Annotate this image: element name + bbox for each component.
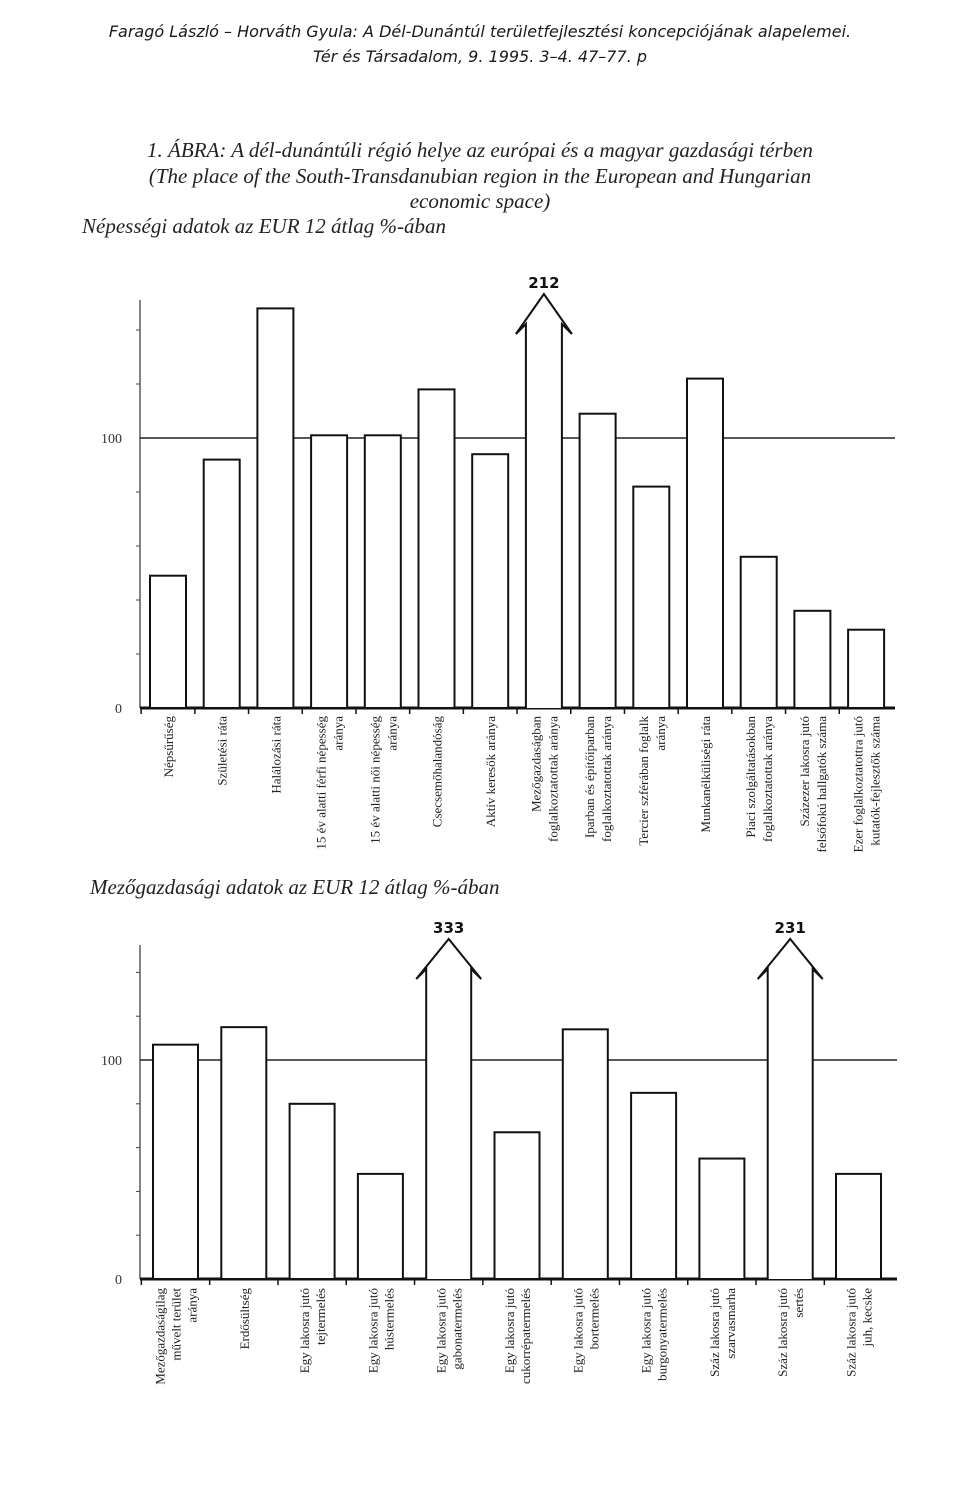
chart2-category-label: Száz lakosra jutó [843, 1288, 859, 1377]
chart2-peak-value-label: 231 [774, 919, 806, 937]
chart2-category-label: burgonyatermelés [654, 1288, 670, 1381]
chart1-category-label: Tercier szférában foglalk [635, 716, 651, 846]
chart1-category-label: felsőfokú hallgatók száma [813, 716, 829, 853]
chart1-category-label: 15 év alatti férfi népesség [313, 716, 329, 850]
chart2-subtitle: Mezőgazdasági adatok az EUR 12 átlag %-ában [90, 875, 500, 899]
chart1-y-tick-label: 0 [115, 702, 122, 717]
chart2-category-label: juh, kecske [859, 1288, 875, 1347]
chart1-category-label: Iparban és építőiparban [582, 716, 598, 839]
chart2-category-label: Egy lakosra jutó [365, 1288, 381, 1374]
chart1-category-label: Ezer foglalkoztatottra jutó [850, 716, 866, 853]
chart2-category-label: bortermelés [586, 1288, 602, 1350]
chart1-bar [472, 454, 508, 708]
chart2-category-label: művelt terület [168, 1288, 184, 1361]
chart2-bar [699, 1159, 744, 1279]
chart1-bar [150, 576, 186, 708]
figure-title-en: (The place of the South-Transdanubian region in the European and Hungarian [148, 164, 812, 188]
chart2-bar-clipped [758, 939, 823, 1279]
chart1-category-label: Születési ráta [214, 716, 230, 786]
chart1-y-tick-label: 100 [101, 432, 122, 447]
chart2-bar [836, 1174, 881, 1279]
chart1-bar-clipped [516, 294, 572, 708]
chart1-category-label: Csecsemőhalandóság [429, 716, 445, 828]
citation-line-2: Tér és Társadalom, 9. 1995. 3–4. 47–77. p [313, 47, 647, 66]
chart1-subtitle: Népességi adatok az EUR 12 átlag %-ában [82, 214, 446, 238]
chart1-category-label: Mezőgazdaságban [528, 716, 544, 813]
chart2-y-tick-label: 0 [115, 1273, 122, 1288]
chart2-category-label: sertés [791, 1288, 807, 1318]
chart2-category-label: Egy lakosra jutó [502, 1288, 517, 1374]
chart1-category-label: Piaci szolgáltatásokban [743, 716, 759, 838]
chart2-category-label: szarvasmarha [722, 1288, 738, 1359]
chart1-category-label: foglalkoztatottak aránya [599, 716, 615, 842]
chart1-category-label: aránya [652, 716, 668, 751]
chart2-category-label: Egy lakosra jutó [433, 1288, 449, 1374]
chart2-category-label: Egy lakosra jutó [638, 1288, 654, 1374]
chart1-bar [580, 414, 616, 708]
chart2-y-tick-label: 100 [101, 1054, 122, 1069]
chart1-bar [311, 435, 347, 708]
chart2-category-label: gabonatermelés [449, 1288, 465, 1370]
chart1-category-label: aránya [384, 716, 400, 751]
chart2-category-label: Erdősültség [236, 1288, 252, 1350]
chart2-category-label: hústermelés [381, 1288, 397, 1351]
chart1-bar [687, 379, 723, 708]
chart2-bar [221, 1027, 266, 1279]
chart1-category-label: foglalkoztatottak aránya [545, 716, 561, 842]
chart2-bar [153, 1045, 198, 1279]
chart1-bar [257, 308, 293, 708]
chart1-bar [741, 557, 777, 708]
chart1-category-label: Népsűrűség [161, 716, 176, 778]
chart1-category-label: 15 év alatti női népesség [367, 716, 383, 844]
chart2-category-label: tejtermelés [313, 1288, 329, 1346]
chart2-category-label: cukorrépatermelés [518, 1288, 533, 1385]
chart2-category-label: Száz lakosra jutó [706, 1288, 722, 1377]
chart1-peak-value-label: 212 [528, 274, 560, 292]
chart2-bar-clipped [416, 939, 481, 1279]
chart1-category-label: foglalkoztatottak aránya [760, 716, 776, 842]
figure-title: 1. ÁBRA: A dél-dunántúli régió helye az európai és a magyar gazdasági térben [147, 138, 813, 162]
chart1-bar [204, 460, 240, 708]
chart2-category-label: Egy lakosra jutó [297, 1288, 313, 1374]
chart2-category-label: Száz lakosra jutó [775, 1288, 791, 1377]
figure-title-en-2: economic space) [409, 189, 551, 213]
chart1-category-label: Halálozási ráta [268, 716, 284, 794]
chart2-bar [631, 1093, 676, 1279]
chart1-category-label: Százezer lakosra jutó [796, 716, 812, 827]
chart1-category-label: kutatók-fejlesztők száma [867, 716, 883, 846]
chart2-category-label: aránya [184, 1288, 200, 1323]
chart2-bar [358, 1174, 403, 1279]
chart1-bar [365, 435, 401, 708]
chart1-bar [419, 389, 455, 708]
chart1-category-label: aránya [330, 716, 346, 751]
chart1-category-label: Aktív keresők aránya [483, 716, 499, 828]
chart1-bar [794, 611, 830, 708]
chart1-bar [633, 487, 669, 708]
chart2-bar [563, 1029, 608, 1279]
citation-line-1: Faragó László – Horváth Gyula: A Dél-Dunántúl területfejlesztési koncepciójának alapelemei. [108, 22, 852, 41]
chart1-category-label: Munkanélküliségi ráta [698, 716, 713, 833]
chart2-category-label: Egy lakosra jutó [570, 1288, 586, 1374]
chart1-bar [848, 630, 884, 708]
chart2-category-label: Mezőgazdaságilag [152, 1288, 168, 1385]
chart2-bar [495, 1132, 540, 1279]
chart2-peak-value-label: 333 [433, 919, 465, 937]
chart2-bar [290, 1104, 335, 1279]
